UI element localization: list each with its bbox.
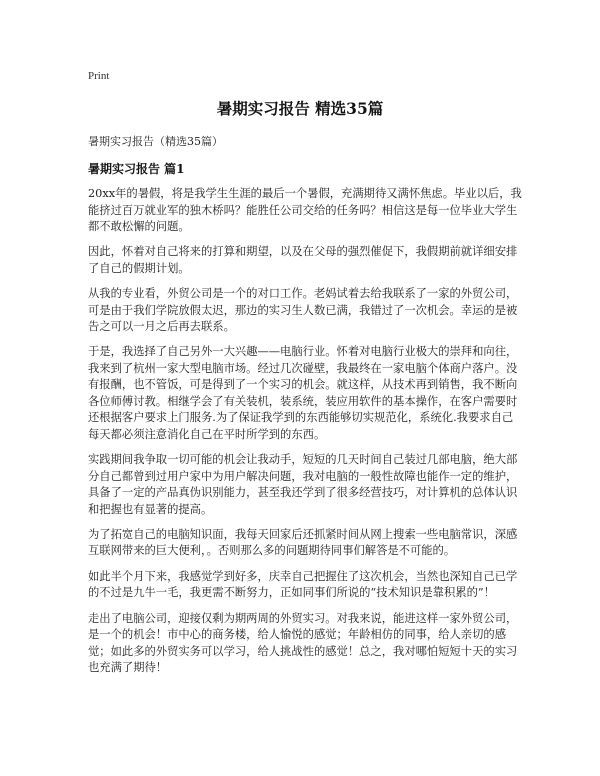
document-title: 暑期实习报告 精选35篇 <box>216 99 384 118</box>
paragraph: 实践期间我争取一切可能的机会让我动手，短短的几天时间自己装过几部电脑，绝大部分自己都曾到过用户家中为用户解决问题，我对电脑的一般性故障也能作一定的维护，具备了一定的产品真伪识别能力，甚至我还学到了很多经营技巧，对计算机的总体认识和把握也有显著的提高。 <box>88 453 518 516</box>
section-heading: 暑期实习报告 篇1 <box>88 162 185 176</box>
paragraph: 走出了电脑公司，迎接仅剩为期两周的外贸实习。对我来说，能进这样一家外贸公司，是一个的机会！市中心的商务楼，给人愉悦的感觉；年龄相仿的同事，给人亲切的感觉；如此多的外贸实务可以学习，给人挑战性的感觉！总之，我对哪怕短短十天的实习也充满了期待！ <box>88 611 518 675</box>
print-link[interactable]: Print <box>88 70 110 82</box>
paragraph: 20xx年的暑假，将是我学生生涯的最后一个暑假，充满期待又满怀焦虑。毕业以后，我能挤过百万就业军的独木桥吗？能胜任公司交给的任务吗？相信这是每一位毕业大学生都不敢松懈的问题。 <box>88 187 522 233</box>
document-subtitle: 暑期实习报告（精选35篇） <box>88 135 223 148</box>
paragraph: 从我的专业看，外贸公司是一个的对口工作。老妈试着去给我联系了一家的外贸公司，可是由于我们学院放假太迟，那边的实习生人数已满，我错过了一次机会。幸运的是被告之可以一月之后再去联系。 <box>88 287 518 334</box>
paragraph: 如此半个月下来，我感觉学到好多，庆幸自己把握住了这次机会，当然也深知自己已学的不过是九牛一毛，我更需不断努力，正如同事们所说的“技术知识是靠积累的”！ <box>88 569 518 600</box>
article-body <box>88 186 522 685</box>
paragraph: 于是，我选择了自己另外一大兴趣——电脑行业。怀着对电脑行业极大的崇拜和向往，我来到了杭州一家大型电脑市场。经过几次碰壁，我最终在一家电脑个体商户落户。没有报酬，也不管饭，可是得到了一个实习的机会。就这样，从技术再到销售，我不断向各位师傅讨教。相继学会了有关装机，装系统，装应用软件的基本操作，在客户需要时还根据客户要求上门服务.为了保证我学到的东西能够切实规范化，系统化.我要求自己每天都必须注意消化自己在平时所学到的东西。 <box>88 345 518 441</box>
paragraph: 因此，怀着对自己将来的打算和期望，以及在父母的强烈催促下，我假期前就详细安排了自己的假期计划。 <box>88 245 518 275</box>
paragraph: 为了拓宽自己的电脑知识面，我每天回家后还抓紧时间从网上搜索一些电脑常识，深感互联网带来的巨大便利，。否则那么多的问题期待同事们解答是不可能的。 <box>88 527 518 558</box>
